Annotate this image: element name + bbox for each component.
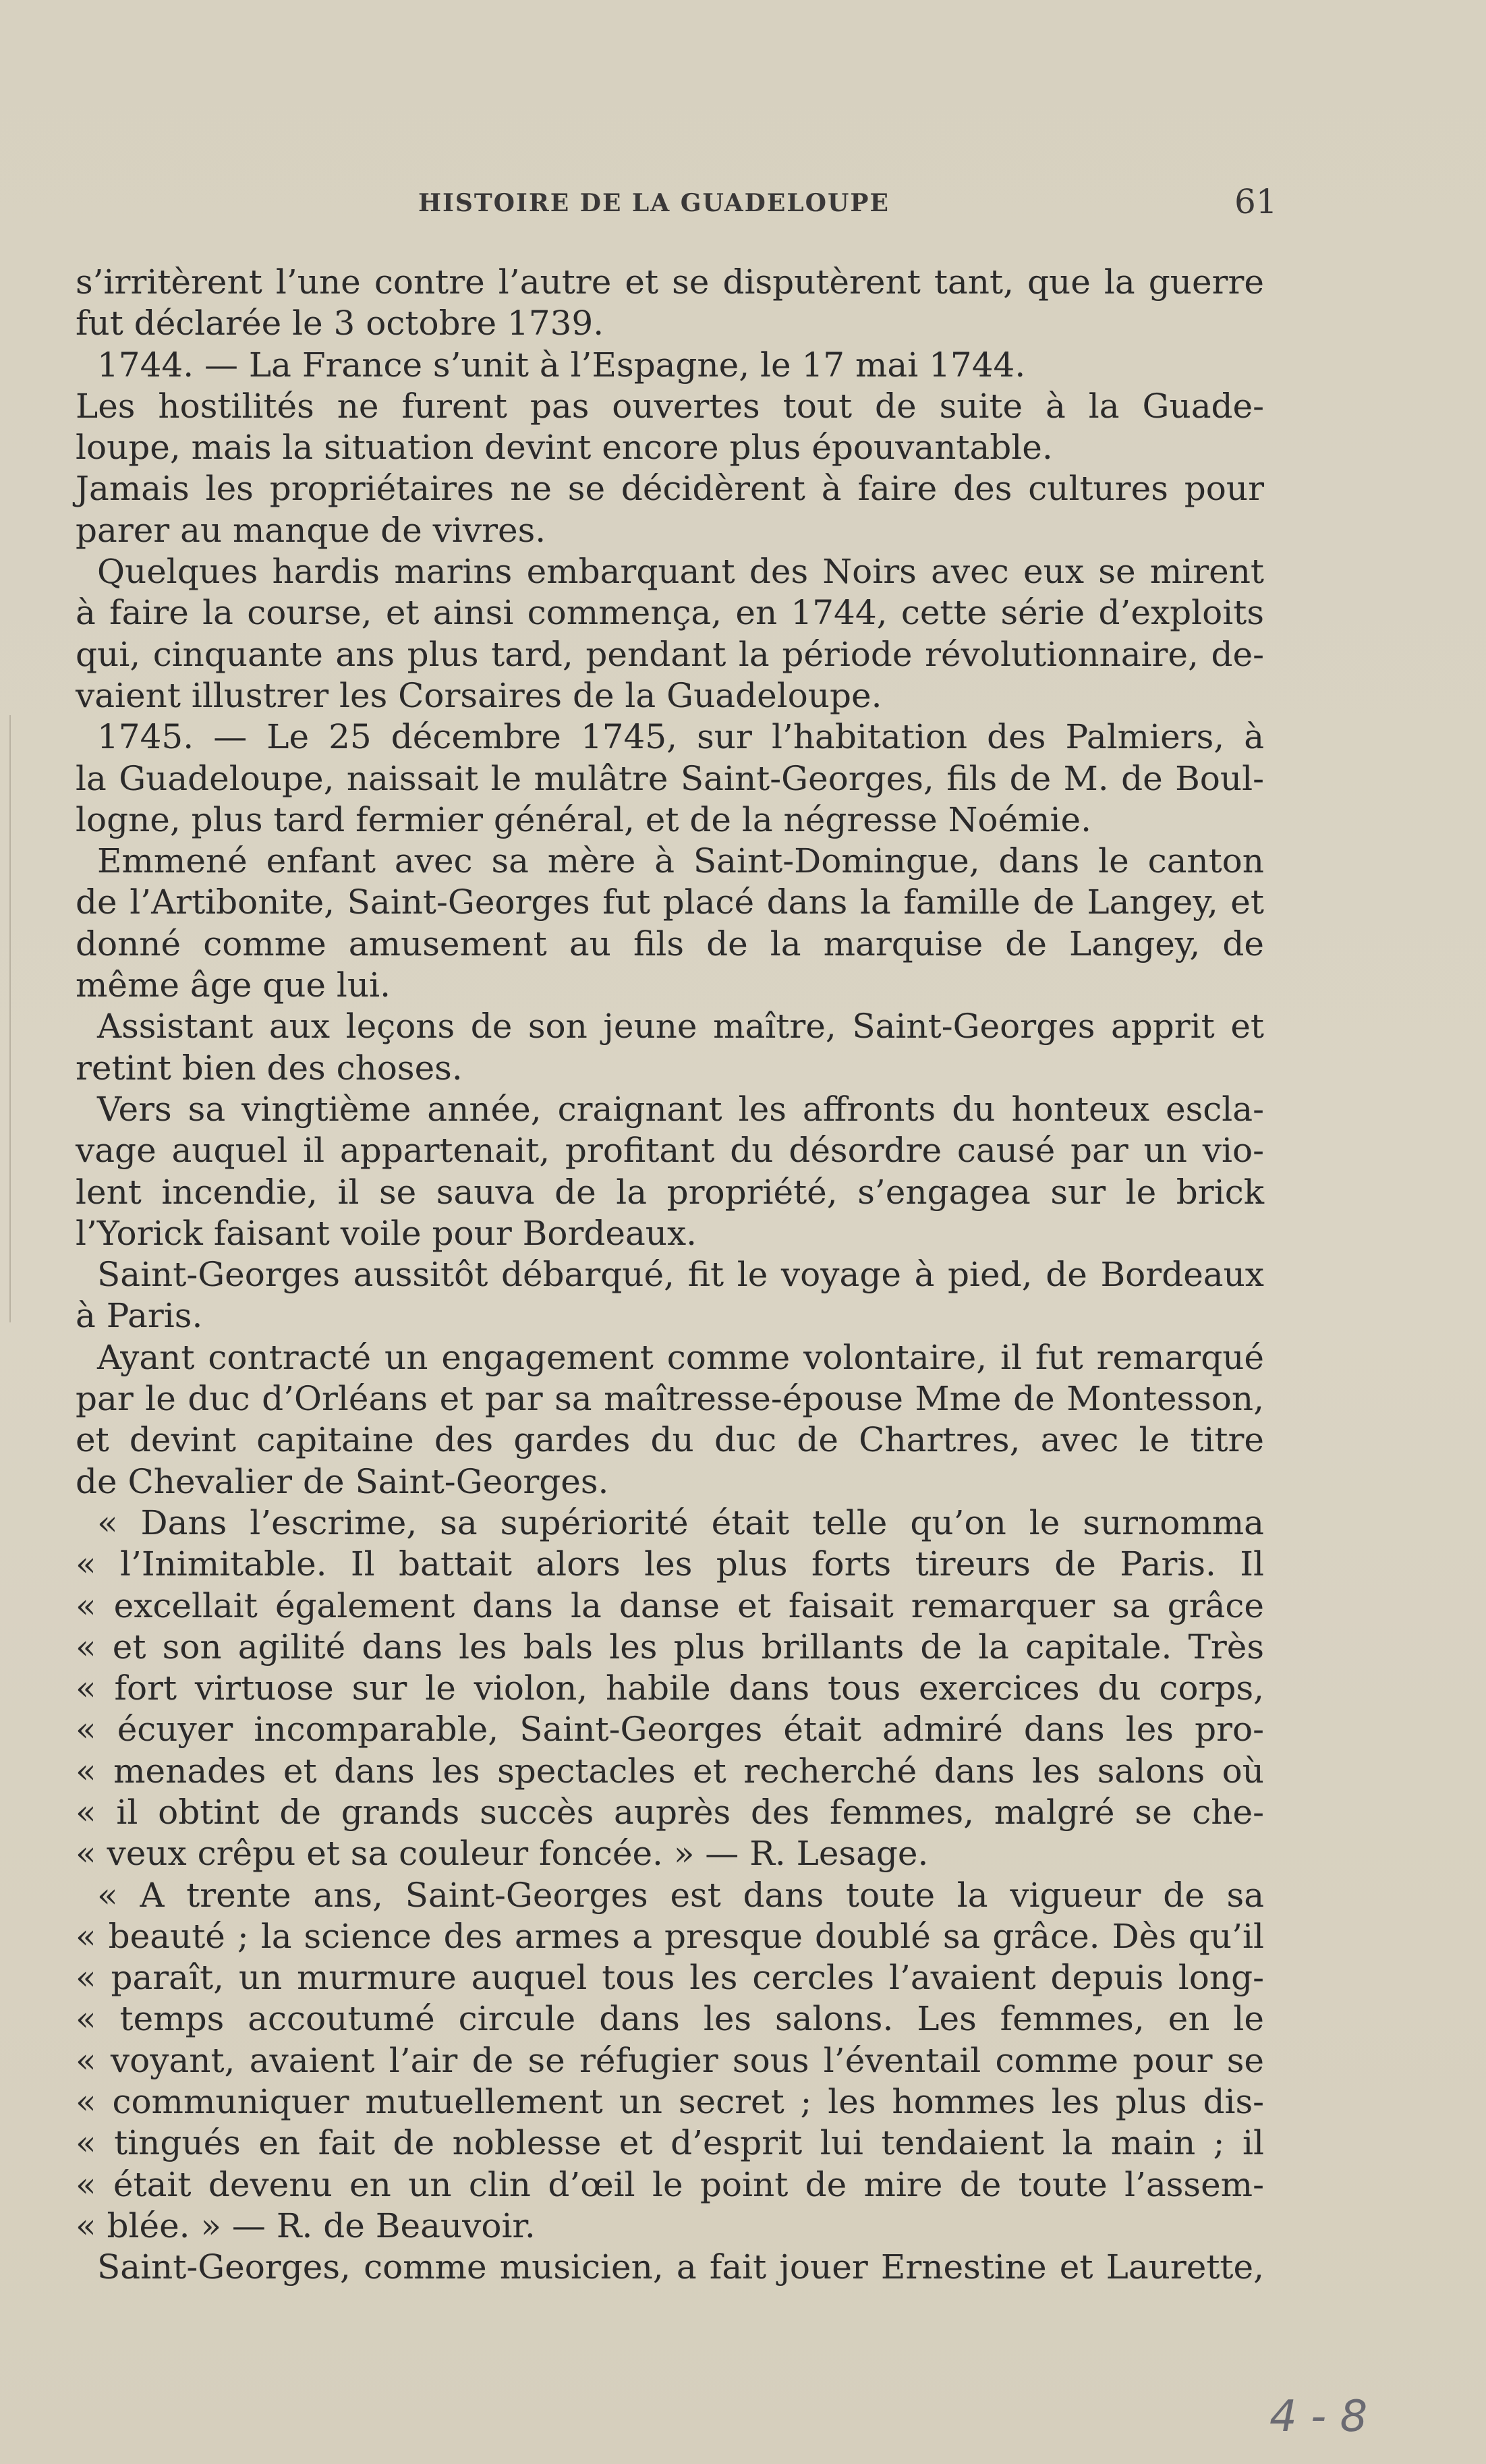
text-line: Assistant aux leçons de son jeune maître, Saint-Georges apprit et xyxy=(97,1007,1264,1046)
page-header xyxy=(0,182,1486,229)
text-line: « voyant, avaient l’air de se réfugier sous l’éventail comme pour se xyxy=(76,2040,1264,2080)
text-line: Ayant contracté un engagement comme volontaire, il fut remarqué xyxy=(97,1337,1264,1377)
text-line: « était devenu en un clin d’œil le point de mire de toute l’assem- xyxy=(76,2164,1264,2204)
margin-rule xyxy=(9,715,11,1322)
text-line: « communiquer mutuellement un secret ; les hommes les plus dis- xyxy=(76,2082,1264,2122)
text-line: « excellait également dans la danse et faisait remarquer sa grâce xyxy=(76,1586,1264,1625)
text-line: à Paris. xyxy=(76,1296,203,1336)
text-line: 1745. — Le 25 décembre 1745, sur l’habitation des Palmiers, à xyxy=(97,717,1264,757)
text-line: « l’Inimitable. Il battait alors les plus forts tireurs de Paris. Il xyxy=(76,1544,1264,1584)
text-line: Emmené enfant avec sa mère à Saint-Domingue, dans le canton xyxy=(97,841,1264,881)
text-line: « beauté ; la science des armes a presque doublé sa grâce. Dès qu’il xyxy=(76,1916,1264,1956)
text-line: Saint-Georges aussitôt débarqué, fit le voyage à pied, de Bordeaux xyxy=(97,1255,1264,1295)
text-line: « il obtint de grands succès auprès des femmes, malgré se che- xyxy=(76,1792,1264,1832)
text-line: vaient illustrer les Corsaires de la Guadeloupe. xyxy=(76,675,882,715)
text-line: la Guadeloupe, naissait le mulâtre Saint-Georges, fils de M. de Boul- xyxy=(76,758,1264,798)
text-line: Vers sa vingtième année, craignant les affronts du honteux escla- xyxy=(97,1089,1264,1129)
text-line: fut déclarée le 3 octobre 1739. xyxy=(76,304,604,343)
text-line: loupe, mais la situation devint encore plus épouvantable. xyxy=(76,428,1053,468)
text-line: « écuyer incomparable, Saint-Georges était admiré dans les pro- xyxy=(76,1710,1264,1749)
text-line: « et son agilité dans les bals les plus brillants de la capitale. Très xyxy=(76,1627,1264,1667)
page-number: 61 xyxy=(1234,182,1278,221)
text-line: même âge que lui. xyxy=(76,965,391,1005)
text-line: lent incendie, il se sauva de la propriété, s’engagea sur le brick xyxy=(76,1172,1264,1212)
text-line: vage auquel il appartenait, profitant du désordre causé par un vio- xyxy=(76,1131,1264,1171)
text-line: « blée. » — R. de Beauvoir. xyxy=(76,2206,536,2245)
body-text xyxy=(76,262,1264,2289)
text-line: parer au manque de vivres. xyxy=(76,510,546,550)
running-title: HISTOIRE DE LA GUADELOUPE xyxy=(418,189,890,217)
text-line: donné comme amusement au fils de la marquise de Langey, de xyxy=(76,924,1264,963)
text-line: 1744. — La France s’unit à l’Espagne, le 17 mai 1744. xyxy=(97,345,1026,385)
text-line: « veux crêpu et sa couleur foncée. » — R. Lesage. xyxy=(76,1834,929,1874)
text-line: « A trente ans, Saint-Georges est dans toute la vigueur de sa xyxy=(97,1875,1264,1915)
text-line: Les hostilités ne furent pas ouvertes tout de suite à la Guade- xyxy=(76,386,1264,426)
text-line: retint bien des choses. xyxy=(76,1048,463,1088)
text-line: s’irritèrent l’une contre l’autre et se disputèrent tant, que la guerre xyxy=(76,262,1264,302)
text-line: Quelques hardis marins embarquant des Noirs avec eux se mirent xyxy=(97,552,1264,592)
text-line: « paraît, un murmure auquel tous les cercles l’avaient depuis long- xyxy=(76,1958,1264,1998)
text-line: de l’Artibonite, Saint-Georges fut placé dans la famille de Langey, et xyxy=(76,883,1264,922)
text-line: à faire la course, et ainsi commença, en 1744, cette série d’exploits xyxy=(76,593,1264,633)
text-line: et devint capitaine des gardes du duc de Chartres, avec le titre xyxy=(76,1420,1264,1460)
text-line: l’Yorick faisant voile pour Bordeaux. xyxy=(76,1213,697,1253)
text-line: Jamais les propriétaires ne se décidèrent à faire des cultures pour xyxy=(76,469,1264,509)
text-line: « Dans l’escrime, sa supériorité était telle qu’on le surnomma xyxy=(97,1503,1264,1542)
text-line: qui, cinquante ans plus tard, pendant la période révolutionnaire, de- xyxy=(76,634,1264,674)
handwritten-annotation: 4 - 8 xyxy=(1269,2392,1368,2442)
text-line: par le duc d’Orléans et par sa maîtresse-épouse Mme de Montesson, xyxy=(76,1379,1264,1419)
text-line: « temps accoutumé circule dans les salons. Les femmes, en le xyxy=(76,1999,1264,2039)
text-line: logne, plus tard fermier général, et de la négresse Noémie. xyxy=(76,800,1091,839)
text-line: « menades et dans les spectacles et recherché dans les salons où xyxy=(76,1751,1264,1791)
text-line: Saint-Georges, comme musicien, a fait jouer Ernestine et Laurette, xyxy=(97,2247,1264,2287)
text-line: « fort virtuose sur le violon, habile dans tous exercices du corps, xyxy=(76,1669,1264,1708)
text-line: « tingués en fait de noblesse et d’esprit lui tendaient la main ; il xyxy=(76,2123,1264,2163)
text-line: de Chevalier de Saint-Georges. xyxy=(76,1461,609,1501)
